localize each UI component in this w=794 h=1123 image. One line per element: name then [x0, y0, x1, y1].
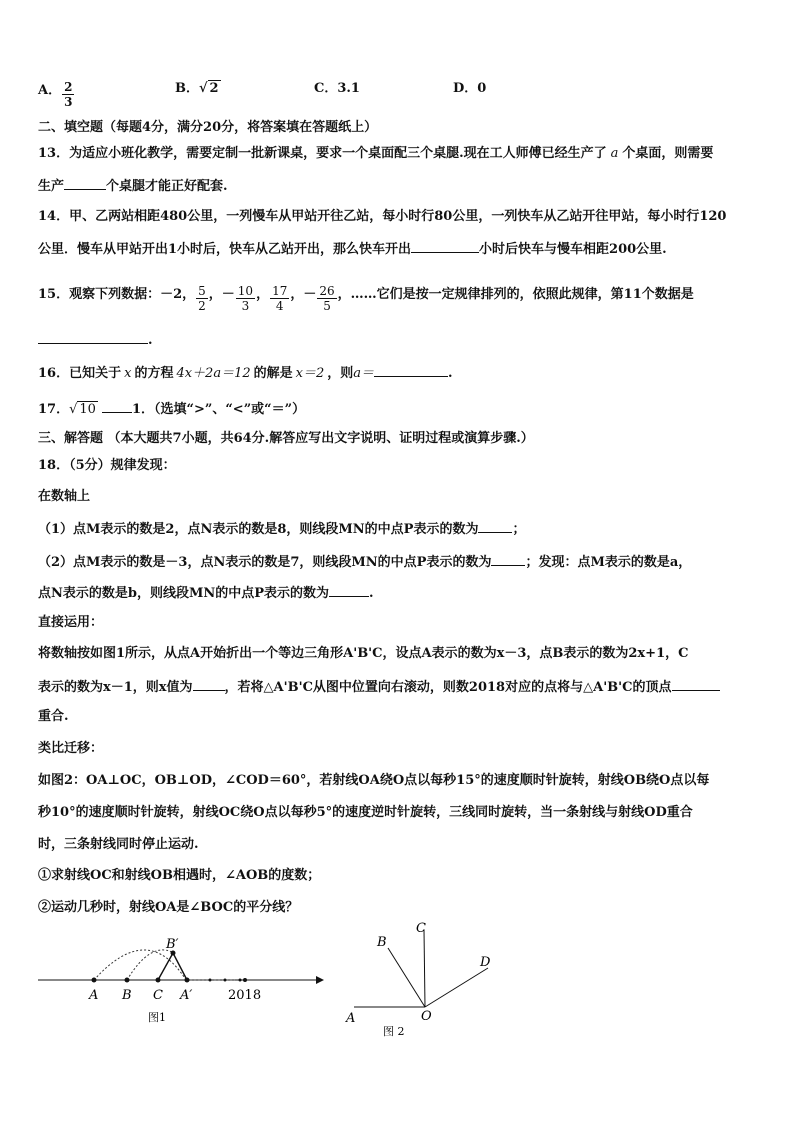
- choice-b: [175, 80, 221, 98]
- radicand: 10: [79, 402, 96, 417]
- q17-text: 1．（选填“>”、“<”或“＝”）: [131, 402, 306, 417]
- frac-num: 17: [272, 284, 288, 298]
- q18-p8: 重合.: [38, 709, 69, 724]
- q18-text: .: [369, 586, 374, 601]
- q15-text: ，……它们是按一定规律排列的，依照此规律，第11个数据是: [337, 287, 694, 302]
- fraction-4: [317, 284, 336, 313]
- q18-text: （1）点M表示的数是2，点N表示的数是8，则线段MN的中点P表示的数为: [38, 522, 479, 537]
- fraction-1: [196, 284, 208, 313]
- choice-row: [38, 80, 758, 109]
- point-c: [156, 978, 161, 983]
- q18-p11: 秒10°的速度顺时针旋转，射线OC绕O点以每秒5°的速度逆时针旋转，三线同时旋转，当一条射线与射线OD重合: [38, 805, 693, 820]
- frac-den: 4: [275, 299, 284, 313]
- label-c: C: [153, 988, 163, 1003]
- q13-text: 个桌面，则需要: [622, 146, 714, 161]
- answer-blank[interactable]: [193, 677, 225, 691]
- q18-text: 表示的数为x－1，则x值为: [38, 680, 193, 695]
- q13-line2: [38, 176, 228, 196]
- frac-den: 2: [198, 299, 206, 313]
- figure-2-caption: 图 2: [383, 1025, 405, 1038]
- q17-line: [38, 399, 305, 419]
- point-a: [92, 978, 97, 983]
- answer-blank[interactable]: [478, 519, 512, 533]
- q16-text: 16．已知关于: [38, 366, 122, 381]
- q18-title: 18．（5分）规律发现：: [38, 458, 176, 473]
- dot: [224, 979, 227, 982]
- label-c: C: [416, 921, 426, 936]
- answer-blank[interactable]: [491, 552, 525, 566]
- q18-text: ；: [512, 522, 526, 537]
- answer-blank[interactable]: [38, 330, 148, 344]
- q14-line1: 14．甲、乙两站相距480公里，一列慢车从甲站开往乙站，每小时行80公里，一列快车从乙站开往甲站，每小时行120: [38, 209, 727, 224]
- answer-blank[interactable]: [64, 176, 106, 190]
- choice-b-label: B．: [175, 81, 199, 96]
- q14-text: 公里．慢车从甲站开出1小时后，快车从乙站开出，那么快车开出: [38, 242, 412, 257]
- label-2018: 2018: [228, 988, 262, 1003]
- q18-p13: ①求射线OC和射线OB相遇时，∠AOB的度数；: [38, 868, 321, 883]
- var-x: x: [124, 366, 132, 381]
- solution: x＝2: [295, 366, 325, 381]
- q13-text: 生产: [38, 179, 65, 194]
- triangle-edge: [173, 953, 187, 980]
- radicand: 2: [209, 81, 219, 96]
- q14-text: 小时后快车与慢车相距200公里.: [479, 242, 667, 257]
- fold-arc-2: [127, 950, 172, 980]
- q18-p10: 如图2：OA⊥OC，OB⊥OD，∠COD＝60°，若射线OA绕O点以每秒15°的速度顺时针旋转，射线OB绕O点以每: [38, 773, 710, 788]
- q13-text: 13．为适应小班化教学，需要定制一批新课桌，要求一个桌面配三个桌腿.现在工人师傅已经生产了: [38, 146, 607, 161]
- sqrt-symbol: √ 2: [199, 81, 219, 96]
- q13-line1: [38, 145, 713, 163]
- frac-num: 2: [64, 80, 73, 94]
- ray-od: [425, 968, 488, 1007]
- label-b-prime: B′: [166, 937, 179, 952]
- section-2-heading: 二、填空题（每题4分，满分20分，将答案填在答题纸上）: [38, 120, 378, 135]
- answer-blank[interactable]: [329, 583, 369, 597]
- label-a: A: [346, 1011, 356, 1026]
- frac-den: 3: [64, 95, 73, 109]
- q16-text: 的解是: [253, 366, 293, 381]
- frac-num: 26: [319, 284, 335, 298]
- label-d: D: [480, 955, 491, 970]
- label-a: A: [89, 988, 99, 1003]
- figure-1-caption: 图1: [148, 1011, 166, 1024]
- q16-text: .: [448, 366, 453, 381]
- q15-answer: [38, 330, 153, 350]
- choice-a-fraction: [62, 80, 74, 109]
- point-b: [125, 978, 130, 983]
- q13-text: 个桌腿才能正好配套.: [106, 179, 228, 194]
- q18-p12: 时，三条射线同时停止运动.: [38, 837, 199, 852]
- equation: 4x＋2a＝12: [176, 366, 251, 381]
- q17-text: 17．: [38, 402, 70, 417]
- frac-den: 3: [241, 299, 250, 313]
- q18-text: （2）点M表示的数是－3，点N表示的数是7，则线段MN的中点P表示的数为: [38, 555, 492, 570]
- q18-text: ，若将△A'B'C从图中位置向右滚动，则数2018对应的点将与△A'B'C的顶点: [224, 680, 672, 695]
- triangle-edge: [158, 953, 173, 980]
- dot: [239, 979, 242, 982]
- frac-den: 5: [323, 299, 331, 313]
- frac-num: 10: [237, 284, 254, 298]
- q18-p6: 将数轴按如图1所示，从点A开始折出一个等边三角形A'B'C，设点A表示的数为x－3，点B表示的数为2x+1，C: [38, 646, 689, 661]
- label-a-prime: A′: [180, 988, 193, 1003]
- q18-text: 点N表示的数是b，则线段MN的中点P表示的数为: [38, 586, 330, 601]
- answer-blank[interactable]: [102, 399, 132, 413]
- answer-blank[interactable]: [374, 363, 448, 377]
- frac-num: 5: [198, 284, 206, 298]
- ray-oc: [424, 930, 425, 1007]
- q18-p2: [38, 519, 525, 539]
- q15-text: 15．观察下列数据：－2，: [38, 287, 196, 302]
- q15-text: .: [148, 333, 153, 348]
- q18-p7: [38, 677, 720, 697]
- fraction-3: [270, 284, 289, 313]
- q16-text: ，则: [327, 366, 354, 381]
- q18-p5: 直接运用：: [38, 615, 104, 630]
- answer-blank[interactable]: [672, 677, 720, 691]
- q16-text: 的方程: [134, 366, 174, 381]
- ray-ob: [388, 948, 425, 1007]
- q18-p3: [38, 552, 691, 572]
- var-a: a: [610, 146, 619, 161]
- q16-line: [38, 363, 453, 383]
- answer-blank[interactable]: [411, 239, 479, 253]
- choice-d: D．0: [453, 81, 487, 96]
- label-b: B: [377, 935, 387, 950]
- label-b: B: [122, 988, 132, 1003]
- figure-2-rays: [340, 918, 520, 1043]
- point-a-prime: [185, 978, 190, 983]
- point-2018: [243, 978, 247, 982]
- q18-p4: [38, 583, 374, 603]
- q18-p9: 类比迁移：: [38, 741, 104, 756]
- dot: [209, 979, 212, 982]
- q18-text: ；发现：点M表示的数是a，: [525, 555, 692, 570]
- q18-p1: 在数轴上: [38, 489, 91, 504]
- label-o: O: [421, 1009, 432, 1024]
- sqrt-symbol: √ 10: [69, 402, 96, 417]
- choice-a-label: A．: [38, 83, 62, 98]
- q15-line: 15．观察下列数据：－2， $\frac{5}{2}$ ，－ $\frac{10}{3}$ ， $\frac{17}{4}$ ，－ $\frac{26}{5}$ ，……它们是按一定规律排列的，依照此规律，第11个数据是: [38, 284, 694, 313]
- q18-p14: ②运动几秒时，射线OA是∠BOC的平分线？: [38, 900, 299, 915]
- arrow-icon: [316, 976, 324, 984]
- q14-line2: [38, 239, 667, 259]
- section-3-heading: 三、解答题 （本大题共7小题，共64分.解答应写出文字说明、证明过程或演算步骤.）: [38, 431, 534, 446]
- var-a-eq: a＝: [353, 366, 375, 381]
- fraction-2: [236, 284, 255, 313]
- choice-c: C．3.1: [314, 81, 360, 96]
- figure-1-number-line: [30, 930, 330, 1030]
